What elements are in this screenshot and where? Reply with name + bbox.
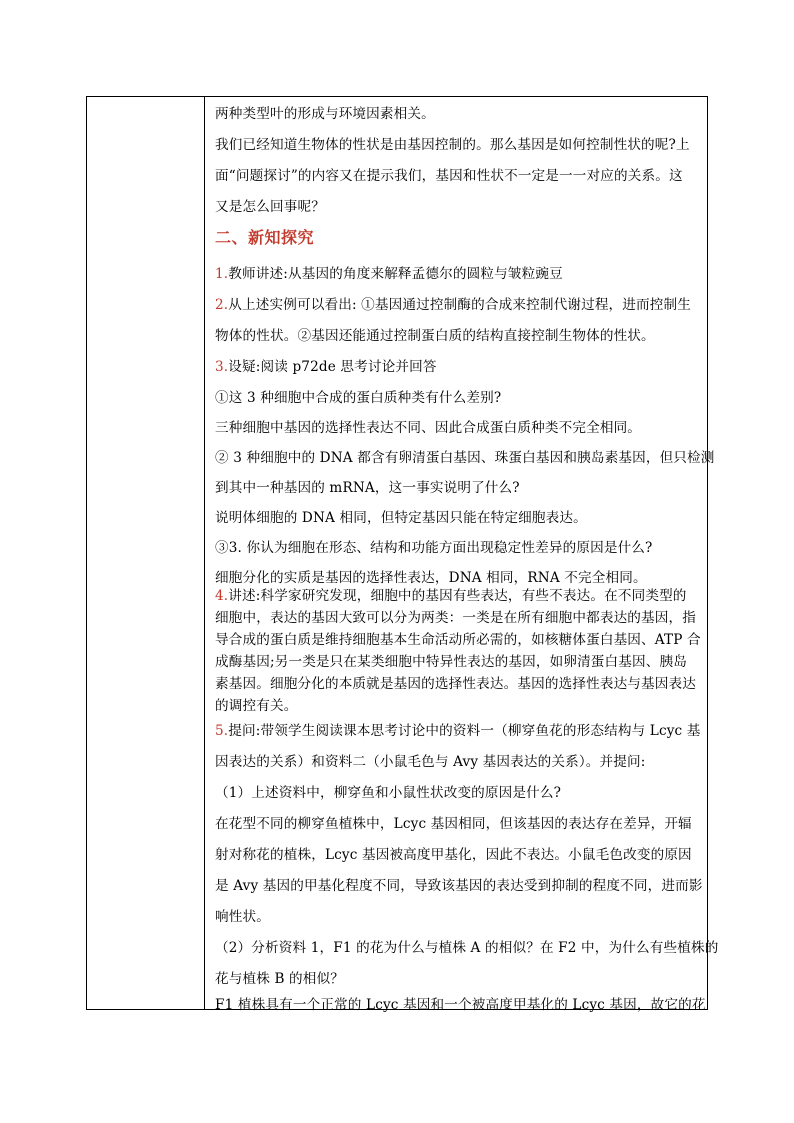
- text-line: [215, 354, 702, 380]
- item-text: 提问:带领学生阅读课本思考讨论中的资料一（柳穿鱼花的形态结构与 Lcyc 基: [228, 723, 701, 739]
- column-divider: [204, 97, 205, 1009]
- text-line: 到其中一种基因的 mRNA，这一事实说明了什么?: [215, 480, 520, 496]
- text-line: 两种类型叶的形成与环境因素相关。: [215, 106, 435, 122]
- text-line: 花与植株 B 的相似？: [215, 971, 345, 987]
- text-line: 我们已经知道生物体的性状是由基因控制的。那么基因是如何控制性状的呢?上: [215, 137, 690, 153]
- text-line: （2）分析资料 1，F1 的花为什么与植株 A 的相似？在 F2 中，为什么有些植株的: [215, 940, 719, 956]
- item-number: 2.: [215, 297, 229, 313]
- text-line: 是 Avy 基因的甲基化程度不同，导致该基因的表达受到抑制的程度不同，进而影: [215, 878, 703, 894]
- item-text: 从上述实例可以看出: ①基因通过控制酶的合成来控制代谢过程，进而控制生: [228, 297, 692, 313]
- text-line: 物体的性状。②基因还能通过控制蛋白质的结构直接控制生物体的性状。: [215, 328, 655, 344]
- text-line: 导合成的蛋白质是维持细胞基本生命活动所必需的，如核糖体蛋白基因、ATP 合: [215, 632, 701, 648]
- item-text: 设疑:阅读 p72de 思考讨论并回答: [228, 359, 437, 375]
- text-line: ①这 3 种细胞中合成的蛋白质种类有什么差别?: [215, 390, 502, 406]
- item-number: 5.: [215, 723, 229, 739]
- text-line: 成酶基因;另一类是只在某类细胞中特异性表达的基因，如卵清蛋白基因、胰岛: [215, 654, 688, 670]
- section-heading: 二、新知探究: [215, 228, 315, 247]
- text-line: 说明体细胞的 DNA 相同，但特定基因只能在特定细胞表达。: [215, 510, 587, 526]
- text-line: 又是怎么回事呢？: [215, 199, 325, 215]
- item-text: 讲述:科学家研究发现，细胞中的基因有些表达，有些不表达。在不同类型的: [228, 588, 687, 604]
- text-line: [215, 292, 702, 318]
- text-line: F1 植株具有一个正常的 Lcyc 基因和一个被高度甲基化的 Lcyc 基因，故它的花: [215, 997, 706, 1013]
- item-number: 4.: [215, 588, 229, 604]
- text-line: ② 3 种细胞中的 DNA 都含有卵清蛋白基因、珠蛋白基因和胰岛素基因，但只检测: [215, 450, 715, 466]
- text-line: [215, 718, 702, 744]
- text-line: 的调控有关。: [215, 698, 298, 714]
- text-line: 面“问题探讨”的内容又在提示我们，基因和性状不一定是一一对应的关系。这: [215, 168, 683, 184]
- item-number: 1.: [215, 266, 229, 282]
- item-number: 3.: [215, 359, 229, 375]
- text-line: 细胞分化的实质是基因的选择性表达，DNA 相同，RNA 不完全相同。: [215, 570, 647, 586]
- text-line: 三种细胞中基因的选择性表达不同、因此合成蛋白质种类不完全相同。: [215, 420, 642, 436]
- text-line: 在花型不同的柳穿鱼植株中，Lcyc 基因相同，但该基因的表达存在差异，开辐: [215, 816, 692, 832]
- text-line: 射对称花的植株，Lcyc 基因被高度甲基化，因此不表达。小鼠毛色改变的原因: [215, 847, 692, 863]
- text-line: [215, 261, 702, 287]
- text-line: 素基因。细胞分化的本质就是基因的选择性表达。基因的选择性表达与基因表达: [215, 676, 697, 692]
- text-line: 响性状。: [215, 909, 270, 925]
- text-line: 因表达的关系）和资料二（小鼠毛色与 Avy 基因表达的关系）。并提问:: [215, 754, 646, 770]
- content-table: [86, 96, 719, 1013]
- text-line: ③3. 你认为细胞在形态、结构和功能方面出现稳定性差异的原因是什么?: [215, 540, 653, 556]
- text-line: 细胞中，表达的基因大致可以分为两类：一类是在所有细胞中都表达的基因，指: [215, 610, 697, 626]
- item-text: 教师讲述:从基因的角度来解释孟德尔的圆粒与皱粒豌豆: [228, 266, 563, 282]
- text-line: （1）上述资料中，柳穿鱼和小鼠性状改变的原因是什么?: [215, 785, 562, 801]
